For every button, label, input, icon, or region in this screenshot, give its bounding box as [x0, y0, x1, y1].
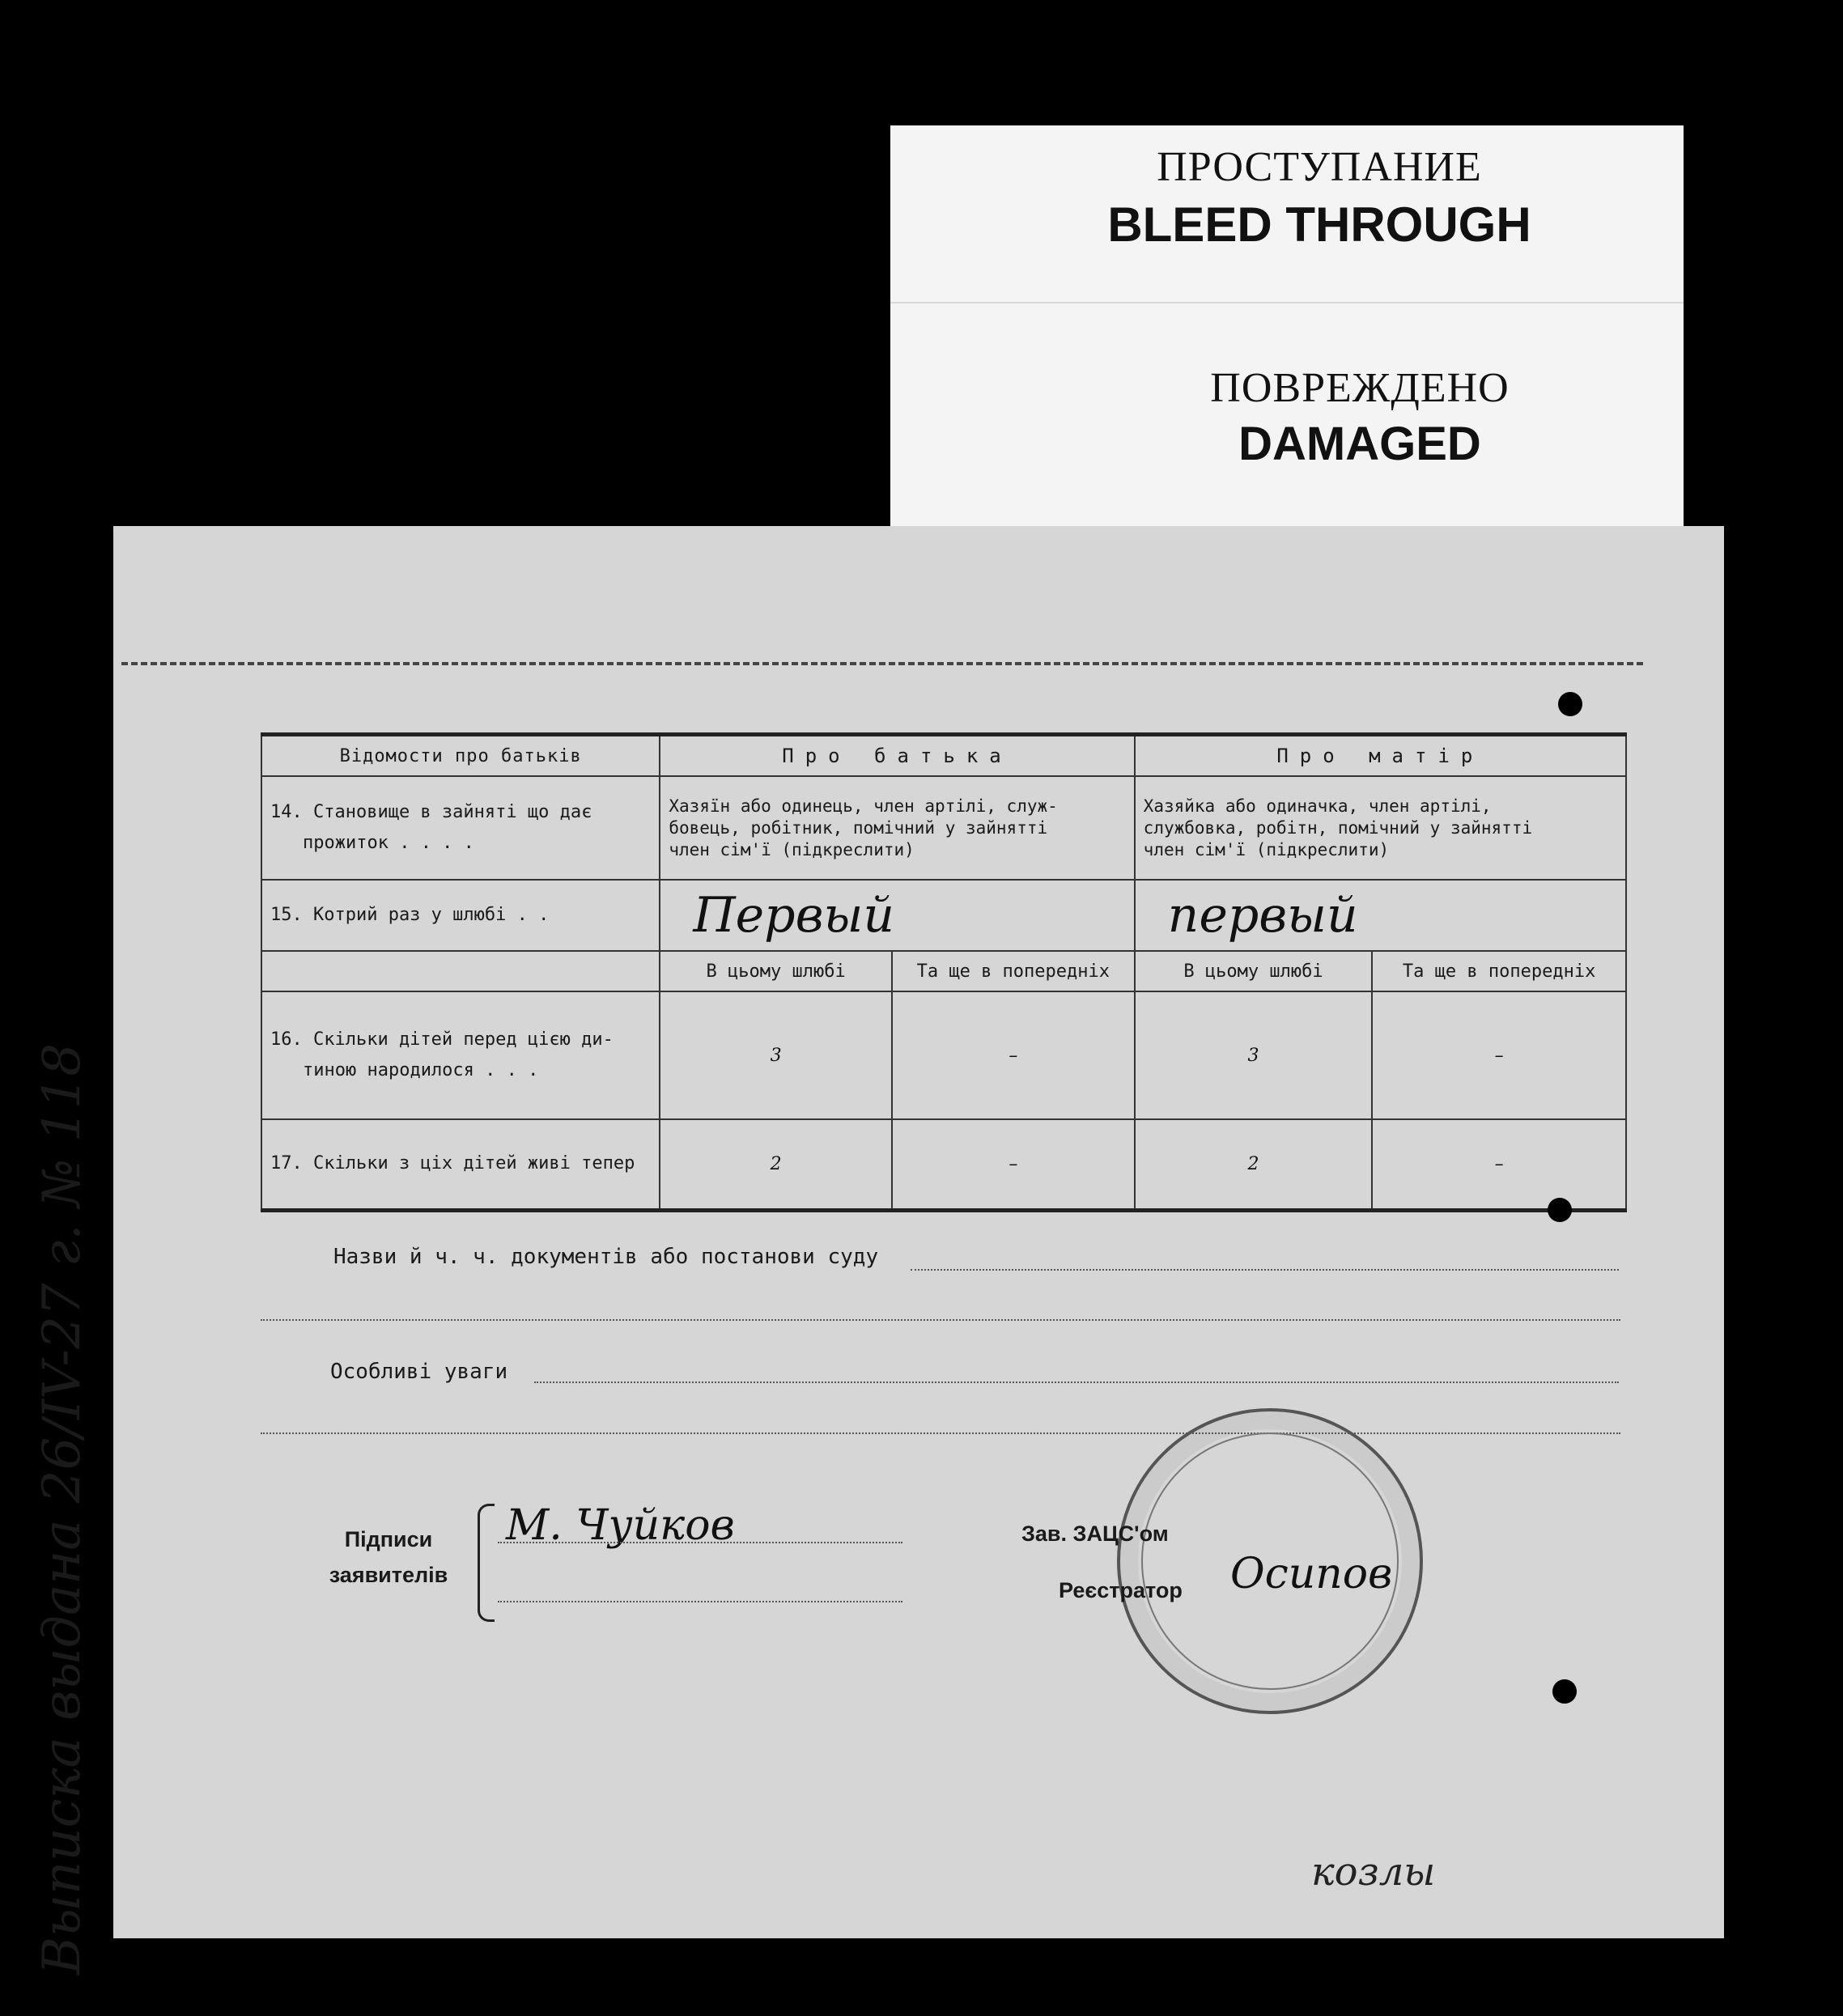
margin-note: Выписка выдана 26/IV-27 г. № 118 [32, 1042, 92, 1975]
applicant-signature: М. Чуйков [506, 1501, 735, 1550]
row16-mother-this: 3 [1135, 991, 1373, 1119]
documents-label: Назви й ч. ч. документів або постанови суду [333, 1245, 879, 1269]
header-mother: Про матір [1135, 735, 1626, 777]
applicants-signatures-label: Підписи заявителів [329, 1527, 448, 1587]
row14-mother-options: Хазяйка або одиначка, член артілі, службовка, робітн, помічний у зайнятті член сім'ї (підкреслити) [1135, 776, 1626, 880]
registrar-label: Реєстратор [1059, 1578, 1183, 1602]
perforation-line [121, 662, 1643, 665]
row15-mother-value: первый [1135, 880, 1626, 951]
subheader-father-prev: Та ще в попередніх [892, 951, 1135, 991]
table-row-15 [261, 880, 1626, 951]
subheader-father-this: В цьому шлюбі [660, 951, 892, 991]
row16-mother-prev: – [1372, 991, 1626, 1119]
table-subheader-row [261, 951, 1626, 991]
table-row-14 [261, 776, 1626, 880]
table-row-16 [261, 991, 1626, 1119]
applicant-sign-line-1 [498, 1542, 902, 1543]
damaged-en: DAMAGED [1238, 418, 1481, 470]
row16-father-this: 3 [660, 991, 892, 1119]
row17-mother-this: 2 [1135, 1119, 1373, 1210]
header-father: Про батька [660, 735, 1134, 777]
row15-label: 15. Котрий раз у шлюбі . . [261, 880, 660, 951]
bleed-through-en: BLEED THROUGH [1107, 197, 1531, 252]
zags-head-label: Зав. ЗАЦС'ом [1021, 1522, 1169, 1546]
row15-father-value: Первый [660, 880, 1134, 951]
row17-label: 17. Скільки з ціх дітей живі тепер [261, 1119, 660, 1210]
header-parents-info: Відомости про батьків [261, 735, 660, 777]
row17-mother-prev: – [1372, 1119, 1626, 1210]
card-divider [890, 302, 1684, 303]
row17-father-this: 2 [660, 1119, 892, 1210]
table-header-row [261, 735, 1626, 777]
subheader-mother-this: В цьому шлюбі [1135, 951, 1373, 991]
row16-father-prev: – [892, 991, 1135, 1119]
row16-label: 16. Скільки дітей перед цією ди- тиною народилося . . . [261, 991, 660, 1119]
punch-hole [1558, 692, 1582, 716]
remarks-line-1 [534, 1381, 1619, 1383]
punch-hole [1548, 1198, 1572, 1222]
row14-label: 14. Становище в зайняті що дає прожиток . . . . [261, 776, 660, 880]
parents-table [261, 732, 1627, 1212]
row17-father-prev: – [892, 1119, 1135, 1210]
row14-father-options: Хазяїн або одинець, член артілі, служ- бовець, робітник, помічний у зайнятті член сім'ї (підкреслити) [660, 776, 1134, 880]
table-row-17 [261, 1119, 1626, 1210]
subheader-mother-prev: Та ще в попередніх [1372, 951, 1626, 991]
bleed-through-ru: ПРОСТУПАНИЕ [1157, 144, 1482, 190]
remarks-line-2 [261, 1432, 1620, 1434]
subheader-blank [261, 951, 660, 991]
documents-line-2 [261, 1319, 1620, 1321]
documents-line-1 [911, 1269, 1619, 1271]
punch-hole [1552, 1679, 1577, 1704]
signature-bracket [478, 1504, 495, 1622]
damaged-ru: ПОВРЕЖДЕНО [1210, 365, 1510, 411]
label-card [890, 125, 1684, 538]
registrar-signature: Осипов [1230, 1550, 1393, 1598]
remarks-label: Особливі уваги [330, 1360, 508, 1384]
applicant-sign-line-2 [498, 1601, 902, 1602]
corner-note: козлы [1311, 1849, 1436, 1895]
